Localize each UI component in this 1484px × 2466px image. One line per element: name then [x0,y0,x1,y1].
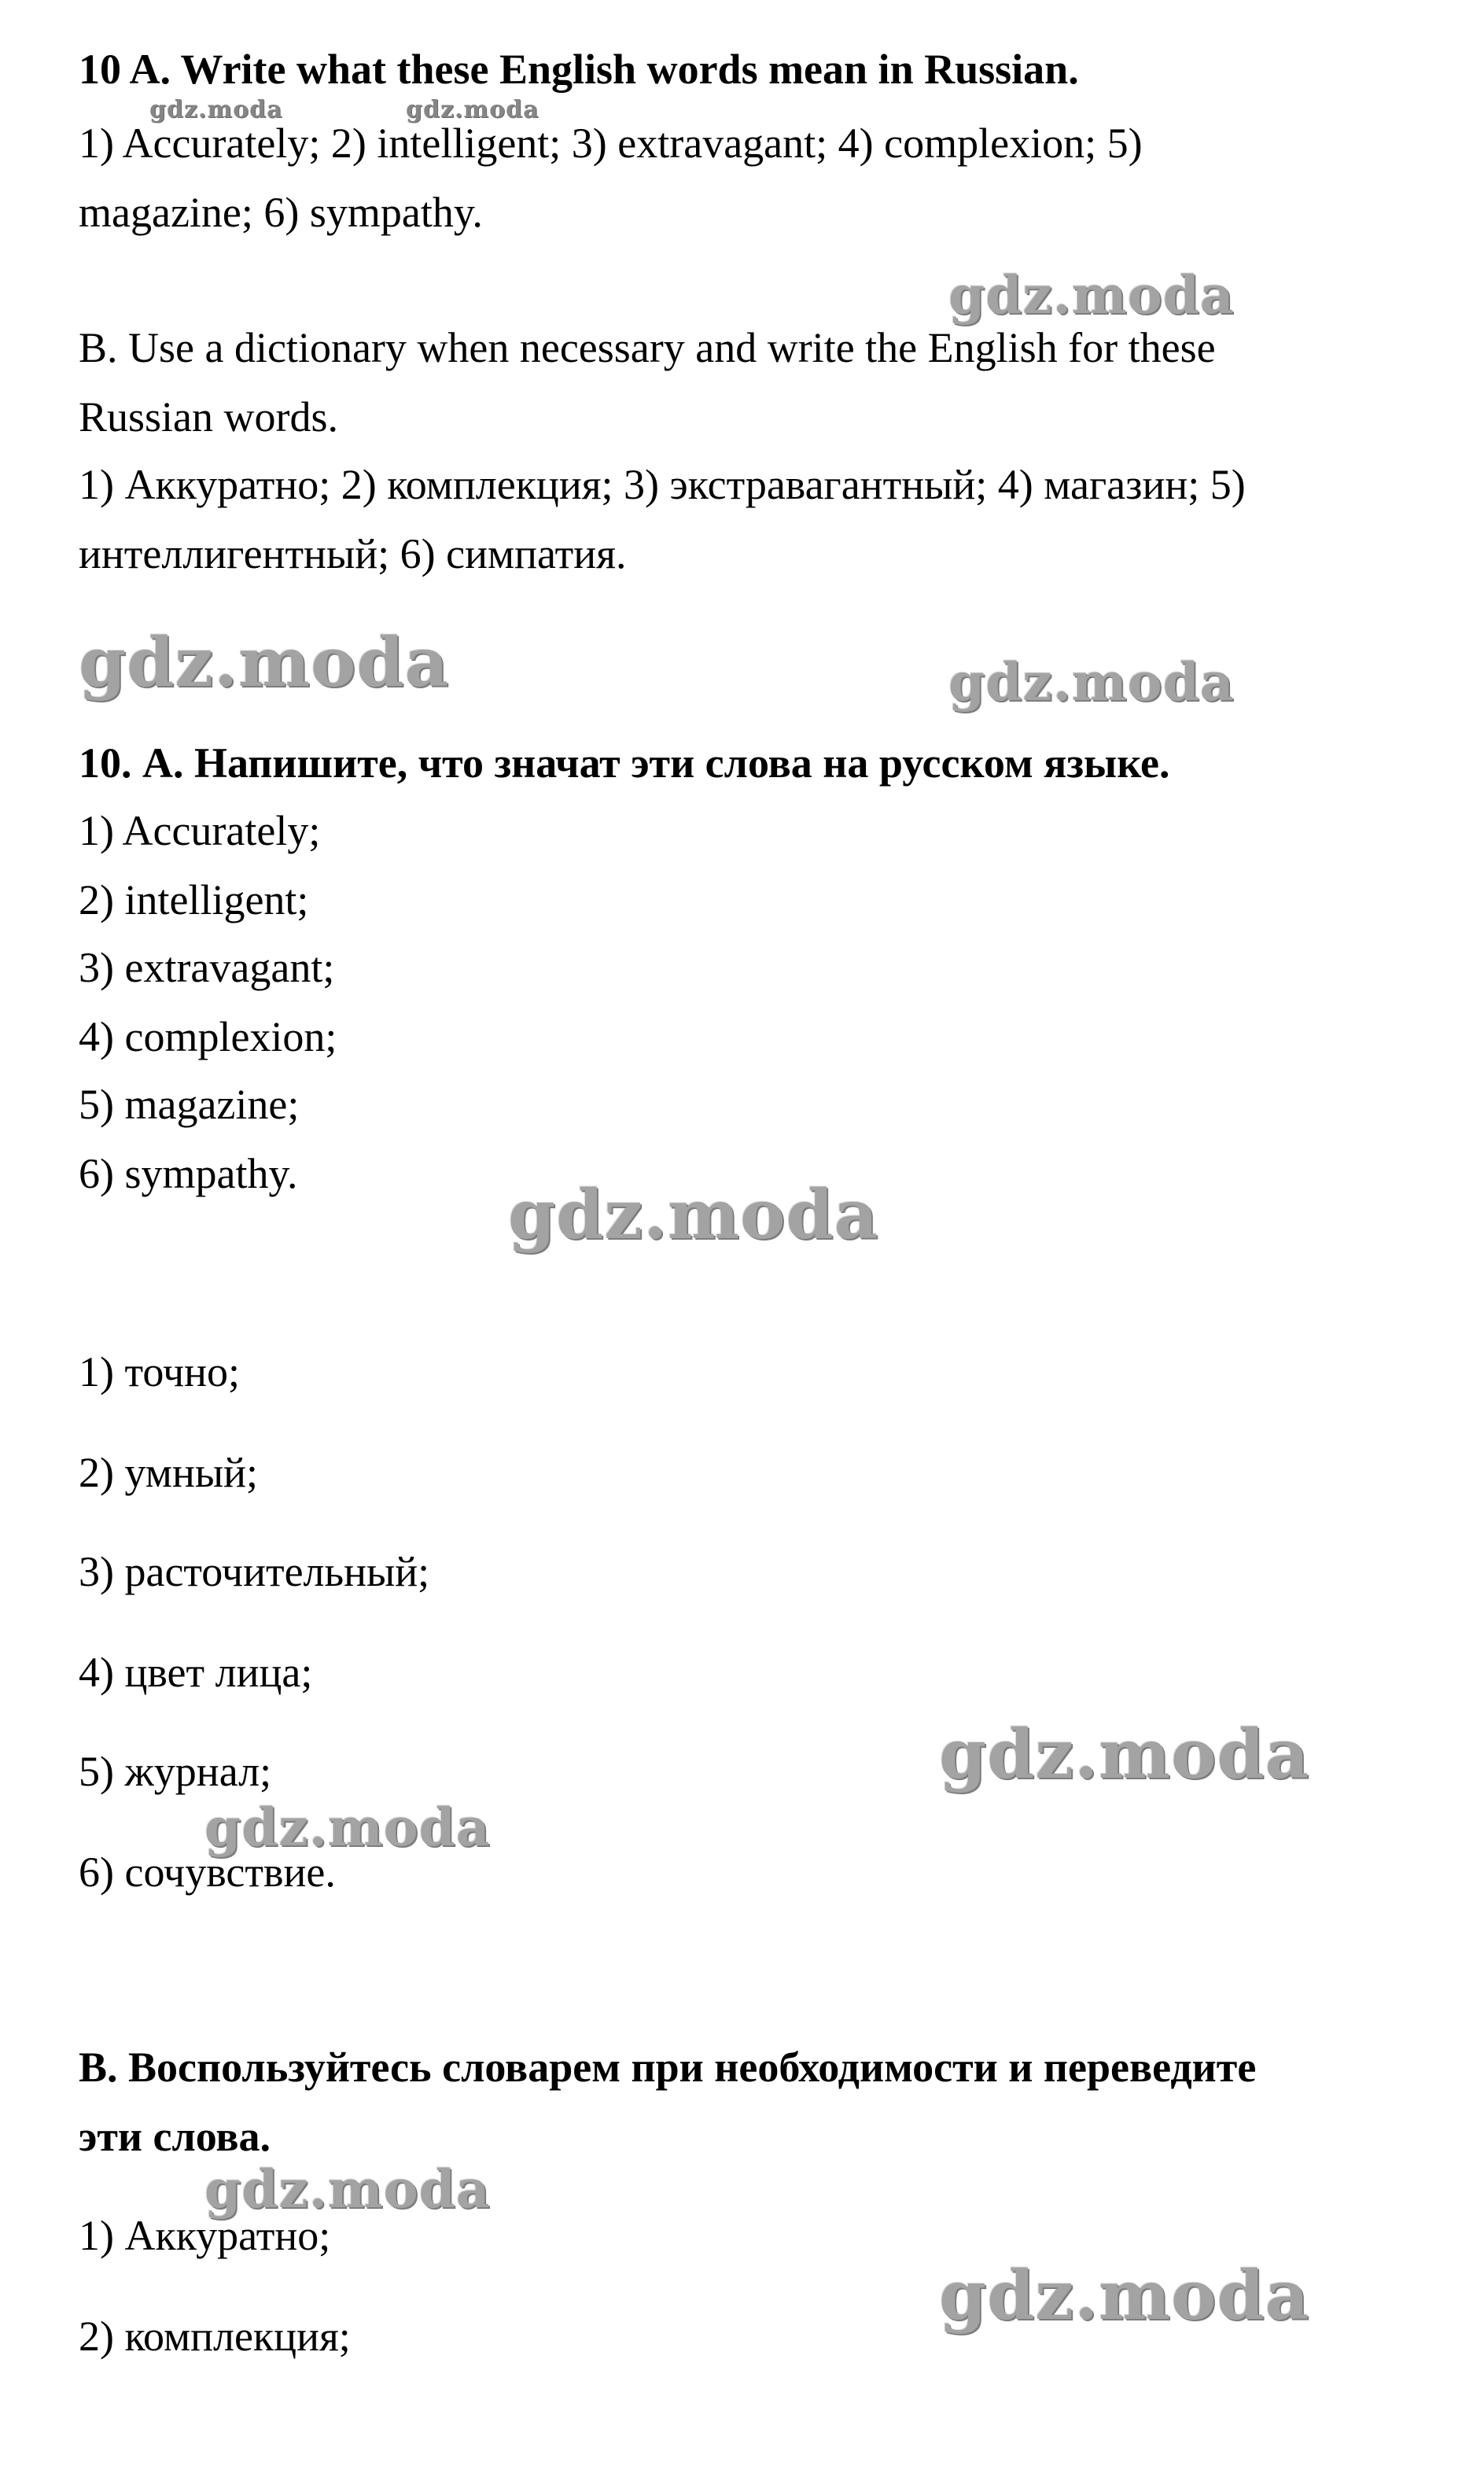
answer-item: 6) сочувствие. [79,1849,336,1896]
task-en-b-line-2: Russian words. [79,393,339,440]
answer-item: 4) цвет лица; [79,1649,313,1696]
watermark: gdz.moda [204,1797,491,1858]
task-ru-heading: 10. А. Напишите, что значат эти слова на русском языке. [79,739,1170,787]
watermark: gdz.moda [939,2256,1310,2335]
task-en-heading: 10 A. Write what these English words mean in Russian. [79,46,1079,93]
watermark: gdz.moda [508,1175,879,1255]
task-ru-b-word: 1) Аккуратно; [79,2212,331,2259]
answer-item: 3) расточительный; [79,1548,430,1595]
answer-item: 1) точно; [79,1348,241,1395]
task-ru-b-word: 2) комплекция; [79,2313,351,2360]
watermark: gdz.moda [204,2158,491,2220]
task-ru-b-heading-line-1: В. Воспользуйтесь словарем при необходимости и переведите [79,2044,1257,2091]
task-ru-word: 6) sympathy. [79,1150,298,1197]
watermark: gdz.moda [79,623,450,702]
watermark: gdz.moda [406,96,539,123]
task-en-b-line-3: 1) Аккуратно; 2) комплекция; 3) экстравагантный; 4) магазин; 5) [79,461,1246,508]
task-ru-word: 5) magazine; [79,1081,300,1128]
task-en-b-line-1: B. Use a dictionary when necessary and write the English for these [79,324,1216,371]
task-en-b-line-4: интеллигентный; 6) симпатия. [79,530,627,577]
task-ru-word: 1) Accurately; [79,807,321,854]
watermark: gdz.moda [948,651,1235,713]
watermark: gdz.moda [948,264,1235,326]
task-ru-b-heading-line-2: эти слова. [79,2113,271,2160]
answer-item: 5) журнал; [79,1748,272,1795]
watermark: gdz.moda [939,1715,1310,1794]
answer-item: 2) умный; [79,1449,259,1496]
task-ru-word: 4) complexion; [79,1013,337,1060]
watermark: gdz.moda [149,96,283,123]
task-en-line-2: magazine; 6) sympathy. [79,189,483,236]
task-ru-word: 3) extravagant; [79,944,335,991]
task-ru-word: 2) intelligent; [79,876,309,923]
task-en-line-1: 1) Accurately; 2) intelligent; 3) extravagant; 4) complexion; 5) [79,120,1143,167]
